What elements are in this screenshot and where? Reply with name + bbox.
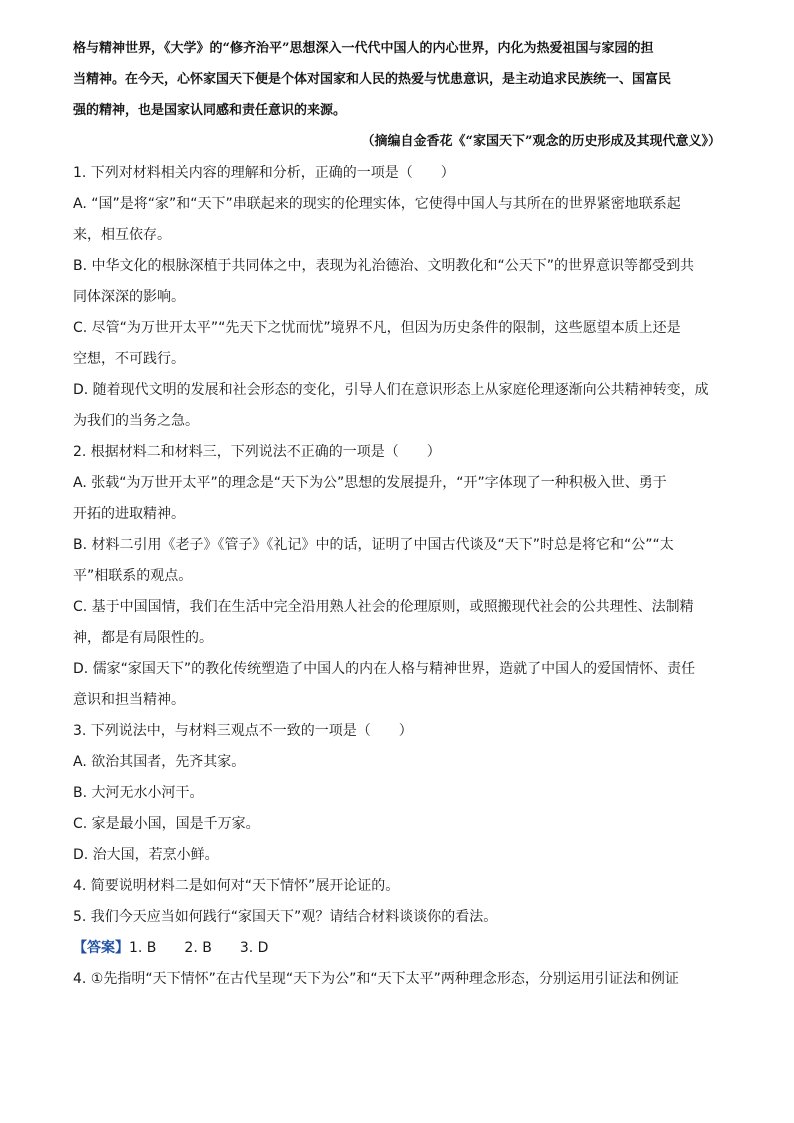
question-1-option-b-cont: 同体深深的影响。 (73, 289, 185, 305)
question-2-option-d: D. 儒家“家国天下”的教化传统塑造了中国人的内在人格与精神世界，造就了中国人的爱国情怀、责任 (73, 661, 696, 677)
passage-source: （摘编自金香花《“家国天下”观念的历史形成及其现代意义》） (361, 134, 721, 149)
question-3-option-b: B. 大河无水小河干。 (73, 785, 204, 801)
answer-values: 1. B 2. B 3. D (129, 940, 269, 956)
question-1-option-a-cont: 来，相互依存。 (73, 227, 171, 243)
question-1-option-d-cont: 为我们的当务之急。 (73, 413, 199, 429)
question-2-option-c-cont: 神，都是有局限性的。 (73, 630, 213, 646)
question-3-stem: 3. 下列说法中，与材料三观点不一致的一项是（ ） (73, 723, 413, 739)
question-1-option-c: C. 尽管“为万世开太平”“先天下之忧而忧”境界不凡，但因为历史条件的限制，这些愿望本质上还是 (73, 320, 681, 336)
question-4-stem: 4. 简要说明材料二是如何对“天下情怀”展开论证的。 (73, 878, 400, 894)
answer-label: 【答案】 (73, 940, 129, 956)
question-5-stem: 5. 我们今天应当如何践行“家国天下”观？请结合材料谈谈你的看法。 (73, 909, 498, 925)
question-2-option-c: C. 基于中国国情，我们在生活中完全沿用熟人社会的伦理原则，或照搬现代社会的公共理性、法制精 (73, 599, 694, 615)
question-2-option-d-cont: 意识和担当精神。 (73, 692, 185, 708)
question-1-option-a: A. “国”是将“家”和“天下”串联起来的现实的伦理实体，它使得中国人与其所在的世界紧密地联系起 (73, 196, 681, 212)
question-3-option-c: C. 家是最小国，国是千万家。 (73, 816, 260, 832)
passage-line: 强的精神，也是国家认同感和责任意识的来源。 (73, 103, 347, 118)
passage-line: 当精神。在今天，心怀家国天下便是个体对国家和人民的热爱与忧患意识，是主动追求民族统一、国富民 (73, 72, 672, 87)
answer-q4-line: 4. ①先指明“天下情怀”在古代呈现“天下为公”和“天下太平”两种理念形态，分别运用引证法和例证 (73, 971, 679, 987)
question-2-option-a-cont: 开拓的进取精神。 (73, 506, 185, 522)
question-2-option-a: A. 张载“为万世开太平”的理念是“天下为公”思想的发展提升，“开”字体现了一种积极入世、勇于 (73, 475, 667, 491)
question-2-option-b: B. 材料二引用《老子》《管子》《礼记》中的话，证明了中国古代谈及“天下”时总是将它和“公”“太 (73, 537, 674, 553)
question-2-stem: 2. 根据材料二和材料三，下列说法不正确的一项是（ ） (73, 444, 441, 460)
question-1-stem: 1. 下列对材料相关内容的理解和分析，正确的一项是（ ） (73, 165, 455, 181)
question-1-option-c-cont: 空想，不可践行。 (73, 351, 185, 367)
question-1-option-d: D. 随着现代文明的发展和社会形态的变化，引导人们在意识形态上从家庭伦理逐渐向公共精神转变，成 (73, 382, 709, 398)
question-3-option-a: A. 欲治其国者，先齐其家。 (73, 754, 246, 770)
question-2-option-b-cont: 平”相联系的观点。 (73, 568, 193, 584)
answer-line (73, 938, 721, 958)
question-1-option-b: B. 中华文化的根脉深植于共同体之中，表现为礼治德治、文明教化和“公天下”的世界意识等都受到共 (73, 258, 695, 274)
question-3-option-d: D. 治大国，若烹小鲜。 (73, 847, 219, 863)
passage-line: 格与精神世界，《大学》的“修齐治平”思想深入一代代中国人的内心世界，内化为热爱祖国与家园的担 (73, 41, 654, 56)
